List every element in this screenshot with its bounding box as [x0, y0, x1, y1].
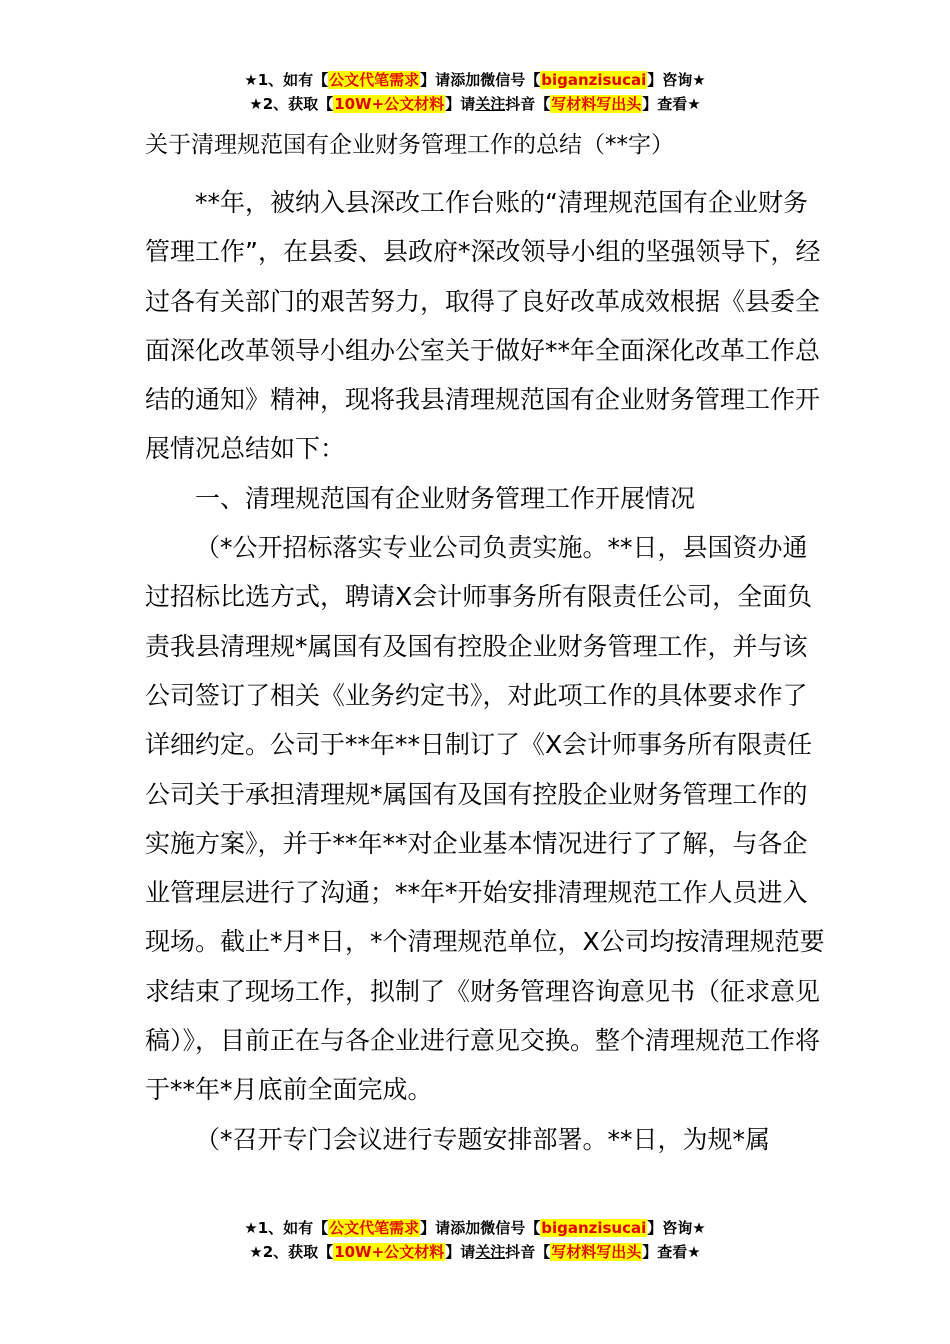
material-highlight: 10W+公文材料 [334, 1243, 445, 1261]
banner-text: 】请 [445, 1243, 476, 1261]
banner-text: 抖音【 [505, 95, 551, 113]
douyin-id-highlight: 写材料写出头 [551, 1243, 642, 1261]
banner-prefix: ★2、获取【 [249, 95, 334, 113]
banner-text: 抖音【 [505, 1243, 551, 1261]
top-ad-banner [0, 68, 950, 116]
service-highlight: 公文代笔需求 [329, 1219, 420, 1237]
document-title: 关于清理规范国有企业财务管理工作的总结（**字） [145, 132, 674, 158]
wechat-id-highlight: biganzisucai [541, 1219, 647, 1237]
douyin-id-highlight: 写材料写出头 [551, 95, 642, 113]
banner-suffix: 】查看★ [642, 95, 701, 113]
wechat-id-highlight: biganzisucai [541, 71, 647, 89]
banner-line-1 [0, 68, 950, 92]
material-highlight: 10W+公文材料 [334, 95, 445, 113]
banner-text: 微信号【 [480, 1219, 541, 1237]
section-heading: 一、清理规范国有企业财务管理工作开展情况 [195, 483, 696, 513]
bottom-ad-banner [0, 1216, 950, 1264]
paragraph-section-2: （*召开专门会议进行专题安排部署。**日，为规*属 [195, 1124, 771, 1154]
paragraph-section-1: （*公开招标落实专业公司负责实施。**日，县国资办通过招标比选方式，聘请X会计师事务所有限责任公司，全面负责我县清理规*属国有及国有控股企业财务管理工作，并与该公司签订了相关《业务约定书》，对此项工作的具体要求作了详细约定。公司于**年**日制订了《X会计师事务所有限责任公司关于承担清理规*属国有及国有控股企业财务管理工作的实施方案》，并于**年**对企业基本情况进行了了解，与各企业管理层进行了沟通；**年*开始安排清理规范工作人员进入现场。截止*月*日，*个清理规范单位，X公司均按清理规范要求结束了现场工作，拟制了《财务管理咨询意见书（征求意见稿）》，目前正在与各企业进行意见交换。整个清理规范工作将于**年*月底前全面完成。 [145, 533, 825, 1105]
banner-line-1 [0, 1216, 950, 1240]
banner-emphasis: 关注 [475, 95, 506, 113]
banner-suffix: 】咨询★ [647, 71, 706, 89]
banner-line-2 [0, 1240, 950, 1264]
banner-text: 】请 [445, 95, 476, 113]
banner-line-2 [0, 92, 950, 116]
banner-text: 微信号【 [480, 71, 541, 89]
banner-emphasis: 添加 [450, 1219, 481, 1237]
banner-prefix: ★1、如有【 [244, 1219, 329, 1237]
paragraph-intro: **年，被纳入县深改工作台账的“清理规范国有企业财务管理工作”，在县委、县政府*深改领导小组的坚强领导下，经过各有关部门的艰苦努力，取得了良好改革成效根据《县委全面深化改革领导小组办公室关于做好**年全面深化改革工作总结的通知》精神，现将我县清理规范国有企业财务管理工作开展情况总结如下： [145, 188, 821, 464]
banner-emphasis: 添加 [450, 71, 481, 89]
banner-prefix: ★2、获取【 [249, 1243, 334, 1261]
banner-suffix: 】咨询★ [647, 1219, 706, 1237]
service-highlight: 公文代笔需求 [329, 71, 420, 89]
document-body [145, 127, 825, 1164]
banner-suffix: 】查看★ [642, 1243, 701, 1261]
banner-emphasis: 关注 [475, 1243, 506, 1261]
banner-text: 】请 [420, 1219, 451, 1237]
banner-prefix: ★1、如有【 [244, 71, 329, 89]
banner-text: 】请 [420, 71, 451, 89]
